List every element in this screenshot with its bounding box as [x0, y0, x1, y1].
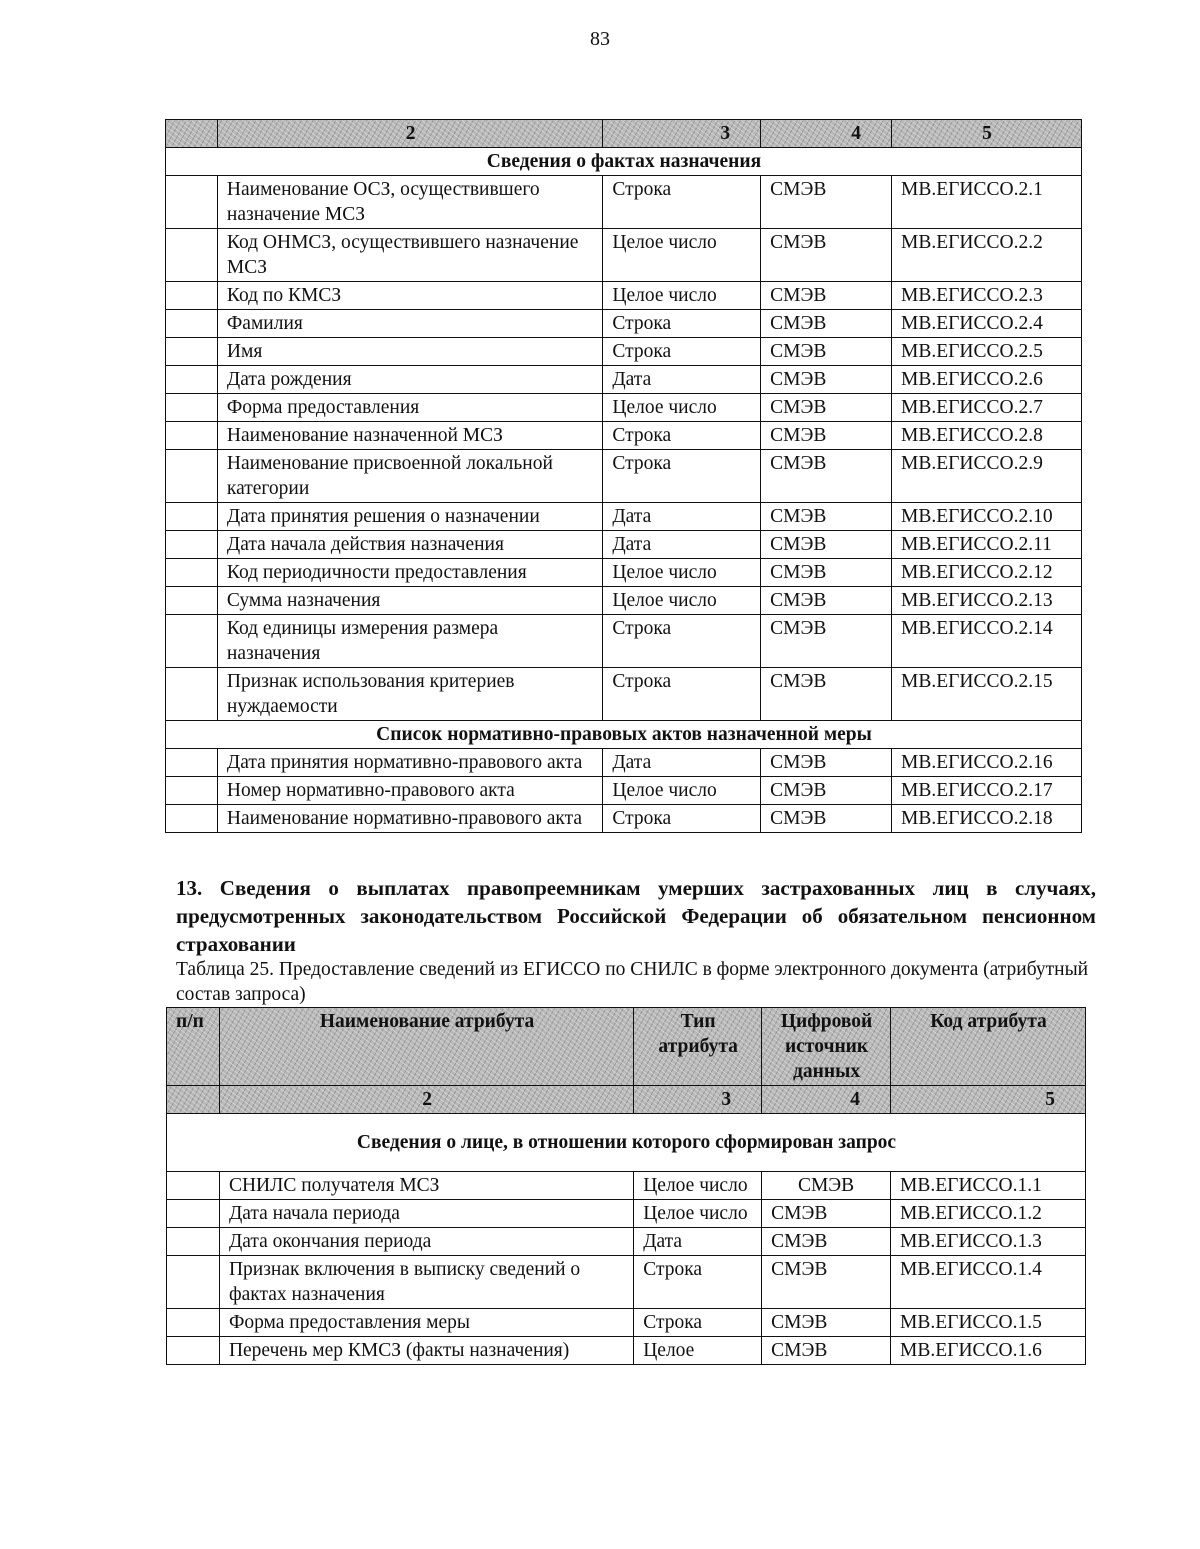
attribute-code: МВ.ЕГИССО.2.14: [892, 615, 1082, 668]
attributes-table-continued: [165, 119, 1082, 833]
row-number-cell: [166, 366, 218, 394]
table-row: [166, 422, 1082, 450]
column-number: 3: [634, 1086, 762, 1114]
row-number-cell: [166, 282, 218, 310]
column-number: 5: [891, 1086, 1086, 1114]
table-row: [166, 394, 1082, 422]
attribute-code: МВ.ЕГИССО.2.8: [892, 422, 1082, 450]
attribute-code: МВ.ЕГИССО.2.12: [892, 559, 1082, 587]
attribute-code: МВ.ЕГИССО.1.2: [891, 1200, 1086, 1228]
column-number-row: [166, 120, 1082, 148]
table-row: [167, 1172, 1086, 1200]
attribute-source: СМЭВ: [761, 503, 892, 531]
attribute-code: МВ.ЕГИССО.2.3: [892, 282, 1082, 310]
table-row: [166, 531, 1082, 559]
attribute-code: МВ.ЕГИССО.1.4: [891, 1256, 1086, 1309]
row-number-cell: [167, 1228, 220, 1256]
section-row: [166, 148, 1082, 176]
table-row: [166, 805, 1082, 833]
header-code: Код атрибута: [891, 1008, 1086, 1086]
row-number-cell: [166, 531, 218, 559]
table-row: [166, 587, 1082, 615]
attribute-source: СМЭВ: [761, 805, 892, 833]
attribute-type: Дата: [603, 366, 761, 394]
attribute-type: Строка: [603, 422, 761, 450]
attribute-name: Наименование назначенной МСЗ: [217, 422, 602, 450]
attribute-type: Дата: [634, 1228, 762, 1256]
attribute-type: Дата: [603, 531, 761, 559]
attribute-type: Строка: [603, 450, 761, 503]
table-row: [166, 282, 1082, 310]
attribute-source: СМЭВ: [761, 229, 892, 282]
header-type: Тип атрибута: [634, 1008, 762, 1086]
attribute-source: СМЭВ: [761, 559, 892, 587]
header-name: Наименование атрибута: [219, 1008, 633, 1086]
attribute-source: СМЭВ: [761, 310, 892, 338]
attribute-source: СМЭВ: [761, 749, 892, 777]
table-row: [166, 176, 1082, 229]
attribute-code: МВ.ЕГИССО.2.17: [892, 777, 1082, 805]
column-number: [167, 1086, 220, 1114]
attribute-source: СМЭВ: [761, 394, 892, 422]
section-title: Список нормативно-правовых актов назначенной меры: [166, 721, 1082, 749]
attribute-name: Дата окончания периода: [219, 1228, 633, 1256]
attribute-source: СМЭВ: [762, 1228, 891, 1256]
attribute-name: Наименование ОСЗ, осуществившего назначение МСЗ: [217, 176, 602, 229]
attribute-source: СМЭВ: [761, 531, 892, 559]
attribute-type: Целое число: [603, 559, 761, 587]
attribute-type: Целое число: [603, 229, 761, 282]
section-row: [166, 721, 1082, 749]
column-number: [166, 120, 218, 148]
attribute-type: Дата: [603, 749, 761, 777]
attribute-code: МВ.ЕГИССО.2.13: [892, 587, 1082, 615]
attribute-name: Код ОНМСЗ, осуществившего назначение МСЗ: [217, 229, 602, 282]
column-number: 2: [217, 120, 602, 148]
row-number-cell: [166, 615, 218, 668]
attribute-code: МВ.ЕГИССО.1.6: [891, 1337, 1086, 1365]
table-row: [167, 1256, 1086, 1309]
row-number-cell: [166, 503, 218, 531]
page-number: 83: [590, 28, 610, 50]
attribute-type: Целое число: [603, 587, 761, 615]
attribute-name: Дата рождения: [217, 366, 602, 394]
table-row: [166, 338, 1082, 366]
attribute-name: Перечень мер КМСЗ (факты назначения): [219, 1337, 633, 1365]
attribute-code: МВ.ЕГИССО.2.1: [892, 176, 1082, 229]
column-number: 4: [761, 120, 892, 148]
attribute-name: Дата начала периода: [219, 1200, 633, 1228]
column-number: 2: [219, 1086, 633, 1114]
row-number-cell: [167, 1309, 220, 1337]
attribute-type: Целое число: [634, 1172, 762, 1200]
attribute-type: Строка: [603, 668, 761, 721]
attribute-code: МВ.ЕГИССО.2.9: [892, 450, 1082, 503]
table-caption: Таблица 25. Предоставление сведений из ЕГИССО по СНИЛС в форме электронного документа (атрибутный состав запроса): [176, 959, 1089, 1005]
row-number-cell: [166, 749, 218, 777]
attribute-name: Дата принятия решения о назначении: [217, 503, 602, 531]
attribute-source: СМЭВ: [761, 668, 892, 721]
attribute-name: Наименование нормативно-правового акта: [217, 805, 602, 833]
row-number-cell: [166, 338, 218, 366]
attribute-name: Признак использования критериев нуждаемости: [217, 668, 602, 721]
attribute-name: Наименование присвоенной локальной категории: [217, 450, 602, 503]
attribute-type: Целое: [634, 1337, 762, 1365]
attribute-source: СМЭВ: [762, 1337, 891, 1365]
attribute-type: Целое число: [634, 1200, 762, 1228]
attribute-code: МВ.ЕГИССО.2.15: [892, 668, 1082, 721]
row-number-cell: [166, 310, 218, 338]
table-row: [166, 615, 1082, 668]
attribute-source: СМЭВ: [762, 1309, 891, 1337]
row-number-cell: [167, 1337, 220, 1365]
attribute-source: СМЭВ: [762, 1200, 891, 1228]
attribute-name: Фамилия: [217, 310, 602, 338]
attribute-name: Номер нормативно-правового акта: [217, 777, 602, 805]
attribute-name: Код единицы измерения размера назначения: [217, 615, 602, 668]
attribute-source: СМЭВ: [761, 422, 892, 450]
attribute-type: Строка: [603, 615, 761, 668]
table-row: [166, 229, 1082, 282]
table-row: [166, 668, 1082, 721]
header-index: п/п: [167, 1008, 220, 1086]
attribute-name: Форма предоставления: [217, 394, 602, 422]
attribute-code: МВ.ЕГИССО.2.16: [892, 749, 1082, 777]
row-number-cell: [167, 1172, 220, 1200]
header-row: [167, 1008, 1086, 1086]
attribute-code: МВ.ЕГИССО.2.6: [892, 366, 1082, 394]
attribute-name: Дата начала действия назначения: [217, 531, 602, 559]
table-row: [166, 366, 1082, 394]
attribute-name: СНИЛС получателя МСЗ: [219, 1172, 633, 1200]
attribute-name: Имя: [217, 338, 602, 366]
attribute-type: Целое число: [603, 282, 761, 310]
attribute-source: СМЭВ: [761, 282, 892, 310]
section-title: Сведения о фактах назначения: [166, 148, 1082, 176]
attribute-name: Код периодичности предоставления: [217, 559, 602, 587]
table-row: [166, 559, 1082, 587]
attribute-source: СМЭВ: [761, 587, 892, 615]
attribute-source: СМЭВ: [762, 1172, 891, 1200]
attribute-type: Строка: [603, 805, 761, 833]
table-row: [166, 503, 1082, 531]
attribute-type: Дата: [603, 503, 761, 531]
attribute-name: Сумма назначения: [217, 587, 602, 615]
row-number-cell: [166, 450, 218, 503]
table-row: [167, 1200, 1086, 1228]
attribute-type: Строка: [603, 338, 761, 366]
attribute-code: МВ.ЕГИССО.2.18: [892, 805, 1082, 833]
attribute-code: МВ.ЕГИССО.2.7: [892, 394, 1082, 422]
row-number-cell: [166, 805, 218, 833]
column-number-row: [167, 1086, 1086, 1114]
attribute-name: Код по КМСЗ: [217, 282, 602, 310]
attribute-name: Дата принятия нормативно-правового акта: [217, 749, 602, 777]
attribute-source: СМЭВ: [761, 366, 892, 394]
attribute-source: СМЭВ: [761, 777, 892, 805]
table-row: [166, 749, 1082, 777]
row-number-cell: [166, 668, 218, 721]
attribute-type: Целое число: [603, 777, 761, 805]
attribute-source: СМЭВ: [761, 615, 892, 668]
table-row: [166, 777, 1082, 805]
attribute-name: Признак включения в выписку сведений о фактах назначения: [219, 1256, 633, 1309]
attribute-code: МВ.ЕГИССО.1.1: [891, 1172, 1086, 1200]
attribute-code: МВ.ЕГИССО.2.4: [892, 310, 1082, 338]
attribute-type: Целое число: [603, 394, 761, 422]
row-number-cell: [166, 587, 218, 615]
attribute-source: СМЭВ: [761, 450, 892, 503]
row-number-cell: [167, 1200, 220, 1228]
table-row: [166, 450, 1082, 503]
column-number: 5: [892, 120, 1082, 148]
attribute-type: Строка: [634, 1256, 762, 1309]
row-number-cell: [166, 394, 218, 422]
table-row: [167, 1337, 1086, 1365]
attribute-source: СМЭВ: [761, 176, 892, 229]
attribute-code: МВ.ЕГИССО.1.3: [891, 1228, 1086, 1256]
attribute-source: СМЭВ: [761, 338, 892, 366]
attribute-code: МВ.ЕГИССО.2.11: [892, 531, 1082, 559]
attribute-code: МВ.ЕГИССО.2.10: [892, 503, 1082, 531]
attribute-code: МВ.ЕГИССО.2.2: [892, 229, 1082, 282]
row-number-cell: [166, 229, 218, 282]
column-number: 3: [603, 120, 761, 148]
column-number: 4: [762, 1086, 891, 1114]
attribute-code: МВ.ЕГИССО.1.5: [891, 1309, 1086, 1337]
row-number-cell: [167, 1256, 220, 1309]
attribute-type: Строка: [603, 176, 761, 229]
attribute-source: СМЭВ: [762, 1256, 891, 1309]
section-heading: 13. Сведения о выплатах правопреемникам умерших застрахованных лиц в случаях, предусмотренных законодательством Российской Федерации об обязательном пенсионном страховании: [176, 876, 1096, 956]
request-attributes-table: [166, 1007, 1086, 1365]
row-number-cell: [166, 777, 218, 805]
row-number-cell: [166, 176, 218, 229]
section-title: Сведения о лице, в отношении которого сформирован запрос: [167, 1114, 1086, 1172]
section-row: [167, 1114, 1086, 1172]
table-row: [166, 310, 1082, 338]
attribute-name: Форма предоставления меры: [219, 1309, 633, 1337]
attribute-code: МВ.ЕГИССО.2.5: [892, 338, 1082, 366]
table-row: [167, 1309, 1086, 1337]
attribute-type: Строка: [634, 1309, 762, 1337]
attribute-type: Строка: [603, 310, 761, 338]
header-source: Цифровой источник данных: [762, 1008, 891, 1086]
table-row: [167, 1228, 1086, 1256]
row-number-cell: [166, 422, 218, 450]
row-number-cell: [166, 559, 218, 587]
